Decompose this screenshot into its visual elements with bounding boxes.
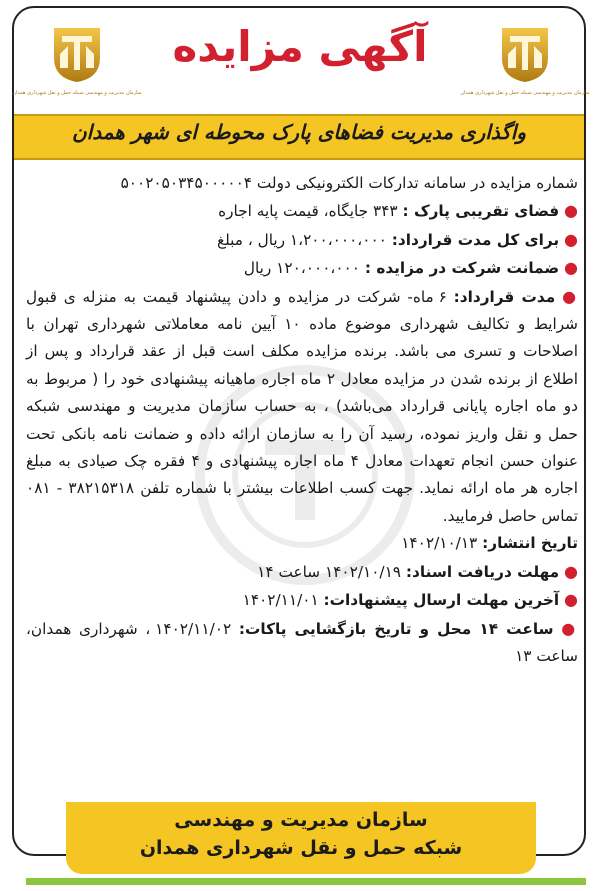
publish-label: تاریخ انتشار:	[482, 534, 578, 553]
notice-subtitle: واگذاری مدیریت فضاهای پارک محوطه ای شهر همدان	[71, 120, 527, 144]
footer-line-2: شبکه حمل و نقل شهرداری همدان	[139, 837, 463, 859]
docs-deadline-line	[26, 558, 578, 586]
duration-label: مدت قرارداد:	[453, 287, 556, 306]
logo-right	[460, 24, 590, 110]
footer-line-1: سازمان مدیریت و مهندسی	[174, 809, 428, 831]
bottom-green-bar	[26, 878, 586, 885]
bullet-icon: ●	[564, 229, 578, 249]
contract-line	[26, 226, 578, 254]
guarantee-line	[26, 254, 578, 282]
offers-label: آخرین مهلت ارسال پیشنهادات:	[323, 591, 560, 610]
publish-line	[26, 530, 578, 557]
bullet-icon: ●	[564, 258, 578, 278]
logo-caption: سازمان مدیریت و مهندسی شبکه حمل و نقل شهرداری همدان	[460, 90, 590, 96]
opening-value: ۱۴۰۲/۱۱/۰۲ ، شهرداری همدان، ساعت ۱۳	[26, 619, 578, 665]
municipality-logo-icon	[50, 24, 104, 84]
space-label: فضای تقریبی پارک :	[402, 202, 560, 221]
space-line	[26, 197, 578, 225]
space-value: ۳۴۳ جایگاه، قیمت پایه اجاره	[218, 202, 403, 221]
offers-deadline-line	[26, 586, 578, 614]
bullet-icon: ●	[562, 286, 578, 306]
notice-body	[26, 170, 578, 670]
bullet-icon: ●	[564, 201, 578, 221]
docs-label: مهلت دریافت اسناد:	[405, 562, 560, 581]
tender-number-line: شماره مزایده در سامانه تدارکات الکترونیکی دولت ۵۰۰۲۰۵۰۳۴۵۰۰۰۰۰۴	[120, 174, 578, 192]
footer-organization	[66, 806, 536, 862]
logo-left	[12, 24, 142, 110]
guarantee-label: ضمانت شرکت در مزایده :	[364, 259, 560, 278]
opening-label: ساعت ۱۴ محل و تاریخ بازگشایی پاکات:	[238, 619, 554, 638]
logo-caption: سازمان مدیریت و مهندسی شبکه حمل و نقل شهرداری همدان	[12, 90, 142, 96]
contract-label: برای کل مدت قرارداد:	[391, 230, 560, 249]
duration-text: ۶ ماه- شرکت در مزایده و دادن پیشنهاد قیمت به منزله ی قبول شرایط و تکالیف شهرداری موضوع ماده ۱۰ آیین نامه معاملاتی شهرداری تهران با اصلاحات و تسری می باشد. برنده مزایده مکلف است قبل از عقد قرارداد و پس از اطلاع از برنده شدن در مزایده معادل ۲ ماه اجاره ماهیانه پیشنهادی خود را ( مربوط به دو ماه اجاره پایانی قرارداد می‌باشد) ، به حساب سازمان مدیریت و مهندسی شبکه حمل و نقل واریز نموده، رسید آن را به سازمان ارائه داده و ضمانت نامه بانکی تحت عنوان حسن انجام تعهدات معادل ۴ ماه اجاره پیشنهادی و ۴ فقره چک صیادی به مبلغ اجاره هر ماه ارائه نماید. جهت کسب اطلاعات بیشتر با شماره تلفن ۳۸۲۱۵۳۱۸ - ۰۸۱ تماس حاصل فرمایید.	[26, 287, 579, 525]
docs-value: ۱۴۰۲/۱۰/۱۹ ساعت ۱۴	[257, 562, 406, 581]
municipality-logo-icon	[498, 24, 552, 84]
contract-value: ۱،۲۰۰،۰۰۰،۰۰۰ ریال ، مبلغ	[216, 230, 392, 249]
guarantee-value: ۱۲۰،۰۰۰،۰۰۰ ریال	[243, 259, 365, 278]
offers-value: ۱۴۰۲/۱۱/۰۱	[242, 591, 324, 610]
bullet-icon: ●	[564, 561, 578, 581]
bullet-icon: ●	[561, 618, 578, 638]
duration-paragraph	[26, 283, 578, 531]
bullet-icon: ●	[564, 590, 578, 610]
publish-value: ۱۴۰۲/۱۰/۱۳	[401, 534, 483, 553]
opening-line	[26, 615, 578, 671]
notice-title: آگهی مزایده	[172, 22, 428, 71]
